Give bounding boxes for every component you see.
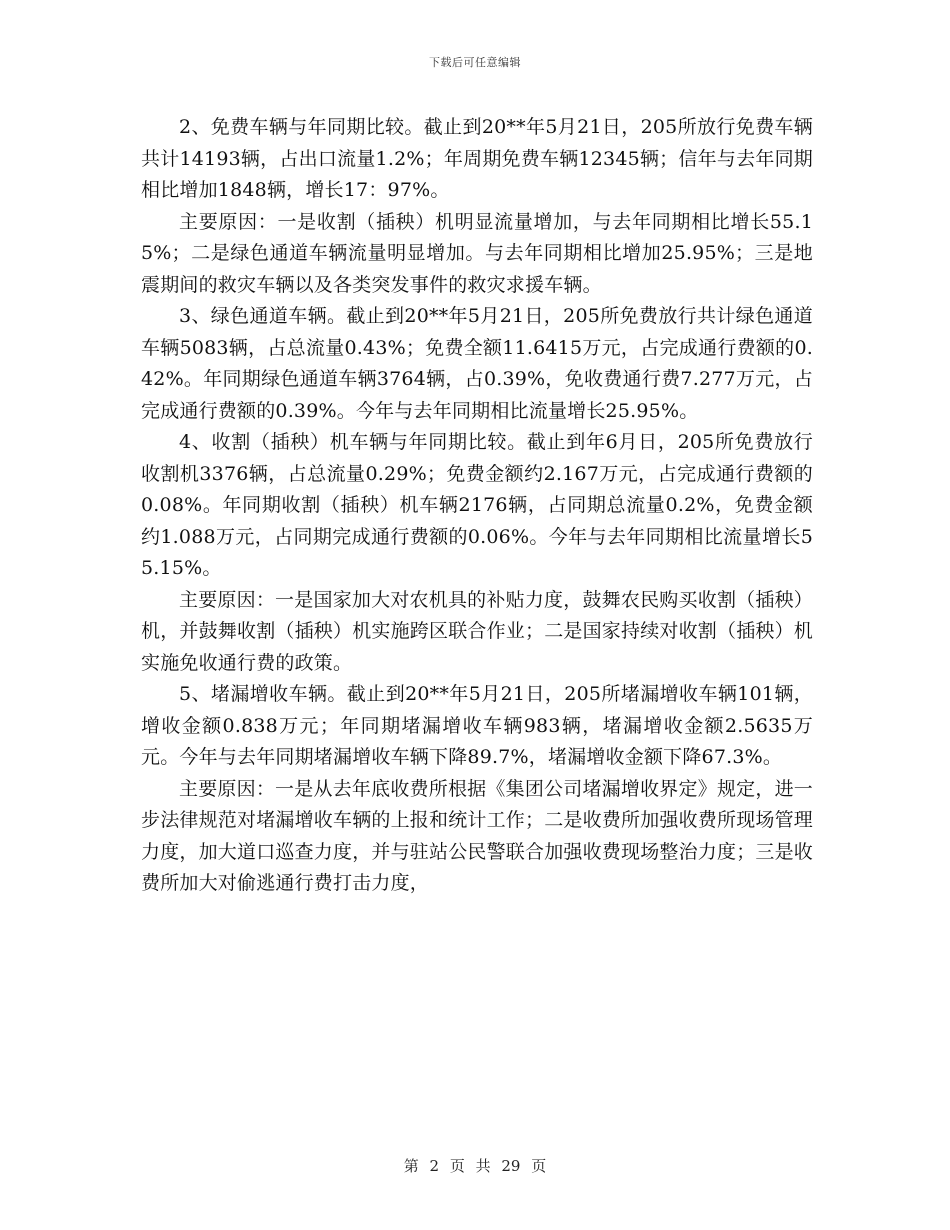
paragraph-main-reasons-3: 主要原因：一是从去年底收费所根据《集团公司堵漏增收界定》规定，进一步法律规范对堵漏增收车辆的上报和统计工作；二是收费所加强收费所现场管理力度，加大道口巡查力度，并与驻站公民警联合加强收费现场整治力度；三是收费所加大对偷逃通行费打击力度， bbox=[141, 777, 814, 894]
page-number: 第 2 页 共 29 页 bbox=[403, 1157, 547, 1175]
paragraph-main-reasons-1: 主要原因：一是收割（插秧）机明显流量增加，与去年同期相比增长55.15%；二是绿色通道车辆流量明显增加。与去年同期相比增加25.95%；三是地震期间的救灾车辆以及各类突发事件的救灾求援车辆。 bbox=[141, 210, 813, 296]
page-header-note: 下载后可任意编辑 bbox=[429, 56, 521, 69]
paragraph-harvester-vehicles: 4、收割（插秧）机车辆与年同期比较。截止到年6月日，205所免费放行收割机3376辆，占总流量0.29%；免费金额约2.167万元，占完成通行费额的0.08%。年同期收割（插秧）机车辆2176辆，占同期总流量0.2%，免费金额约1.088万元，占同期完成通行费额的0.06%。今年与去年同期相比流量增长55.15%。 bbox=[141, 431, 813, 579]
paragraph-free-vehicles: 2、免费车辆与年同期比较。截止到20**年5月21日，205所放行免费车辆共计14193辆，占出口流量1.2%；年周期免费车辆12345辆；信年与去年同期相比增加1848辆，增长17：97%。 bbox=[141, 116, 813, 201]
document-body bbox=[141, 112, 813, 900]
paragraph-main-reasons-2: 主要原因：一是国家加大对农机具的补贴力度，鼓舞农民购买收割（插秧）机，并鼓舞收割（插秧）机实施跨区联合作业；二是国家持续对收割（插秧）机实施免收通行费的政策。 bbox=[141, 588, 814, 674]
paragraph-green-channel: 3、绿色通道车辆。截止到20**年5月21日，205所免费放行共计绿色通道车辆5083辆，占总流量0.43%；免费全额11.6415万元，占完成通行费额的0.42%。年同期绿色通道车辆3764辆，占0.39%，免收费通行费7.277万元，占完成通行费额的0.39%。今年与去年同期相比流量增长25.95%。 bbox=[141, 305, 813, 422]
paragraph-leak-plugging: 5、堵漏增收车辆。截止到20**年5月21日，205所堵漏增收车辆101辆，增收金额0.838万元；年同期堵漏增收车辆983辆，堵漏增收金额2.5635万元。今年与去年同期堵漏增收车辆下降89.7%，堵漏增收金额下降67.3%。 bbox=[141, 683, 813, 768]
